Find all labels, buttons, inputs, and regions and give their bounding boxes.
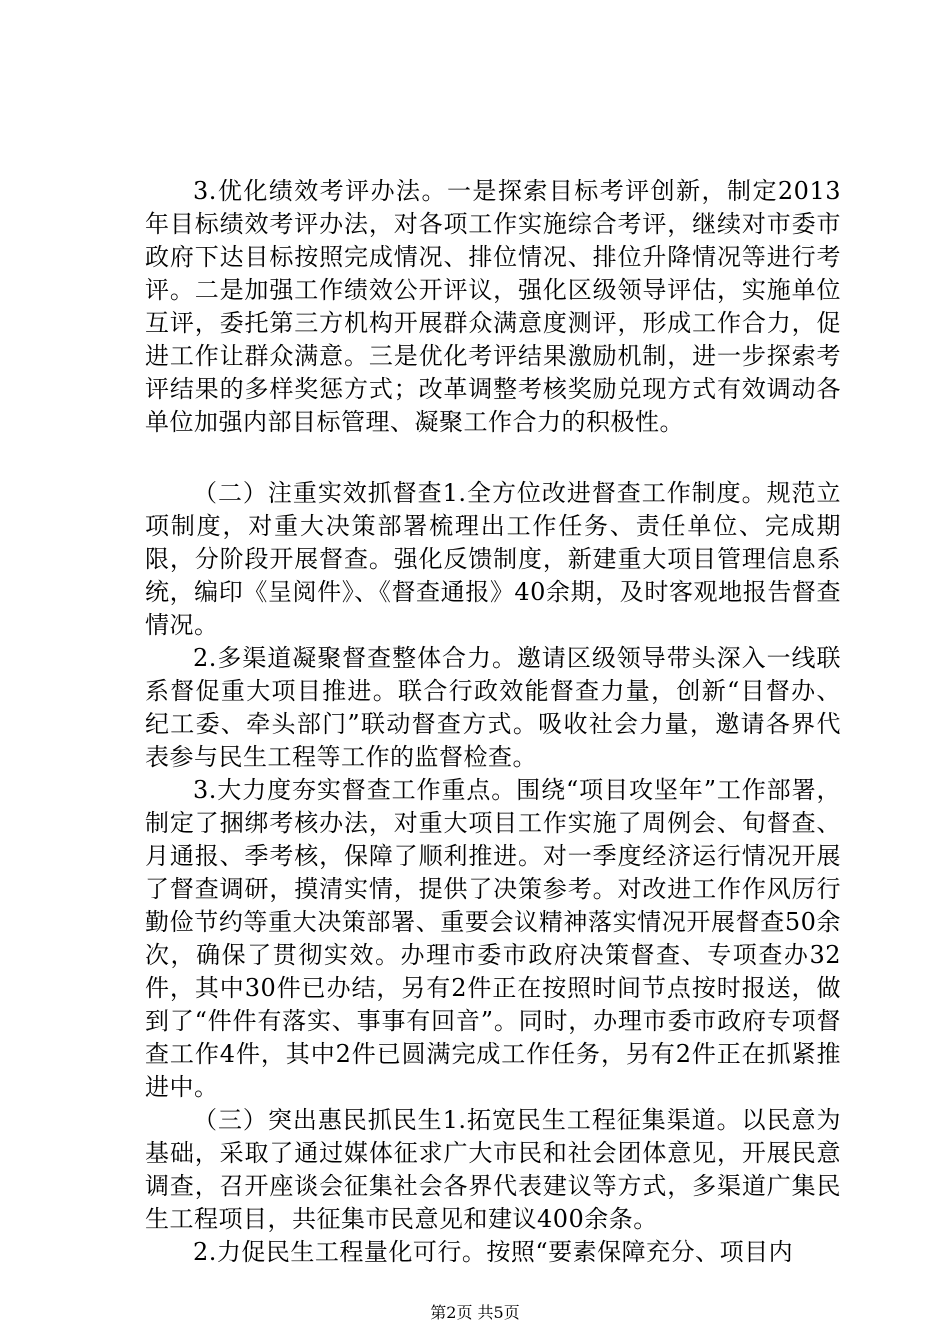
page-number-footer: 第2页 共5页 (430, 1303, 520, 1322)
paragraph-livelihood-quantify: 2.力促民生工程量化可行。按照“要素保障充分、项目内 (193, 1238, 794, 1266)
document-body (145, 175, 841, 1269)
paragraph-gap (145, 439, 841, 477)
paragraph-supervision-system: （二）注重实效抓督查1.全方位改进督查工作制度。规范立项制度，对重大决策部署梳理出工作任务、责任单位、完成期限，分阶段开展督查。强化反馈制度，新建重大项目管理信息系统，编印《呈阅件》、《督查通报》40余期，及时客观地报告督查情况。 (145, 479, 841, 639)
paragraph-livelihood-channels: （三）突出惠民抓民生1.拓宽民生工程征集渠道。以民意为基础，采取了通过媒体征求广大市民和社会团体意见，开展民意调查，召开座谈会征集社会各界代表建议等方式，多渠道广集民生工程项目，共征集市民意见和建议400余条。 (145, 1106, 841, 1233)
paragraph-performance-evaluation: 3.优化绩效考评办法。一是探索目标考评创新，制定2013年目标绩效考评办法，对各项工作实施综合考评，继续对市委市政府下达目标按照完成情况、排位情况、排位升降情况等进行考评。二是加强工作绩效公开评议，强化区级领导评估，实施单位互评，委托第三方机构开展群众满意度测评，形成工作合力，促进工作让群众满意。三是优化考评结果激励机制，进一步探索考评结果的多样奖惩方式；改革调整考核奖励兑现方式有效调动各单位加强内部目标管理、凝聚工作合力的积极性。 (145, 177, 841, 436)
paragraph-supervision-synergy: 2.多渠道凝聚督查整体合力。邀请区级领导带头深入一线联系督促重大项目推进。联合行政效能督查力量，创新“目督办、纪工委、牵头部门”联动督查方式。吸收社会力量，邀请各界代表参与民生工程等工作的监督检查。 (145, 644, 841, 771)
paragraph-supervision-focus: 3.大力度夯实督查工作重点。围绕“项目攻坚年”工作部署，制定了捆绑考核办法，对重大项目工作实施了周例会、旬督查、月通报、季考核，保障了顺利推进。对一季度经济运行情况开展了督查调研，摸清实情，提供了决策参考。对改进工作作风厉行勤俭节约等重大决策部署、重要会议精神落实情况开展督查50余次，确保了贯彻实效。办理市委市政府决策督查、专项查办32件，其中30件已办结，另有2件正在按照时间节点按时报送，做到了“件件有落实、事事有回音”。同时，办理市委市政府专项督查工作4件，其中2件已圆满完成工作任务，另有2件正在抓紧推进中。 (145, 776, 841, 1101)
